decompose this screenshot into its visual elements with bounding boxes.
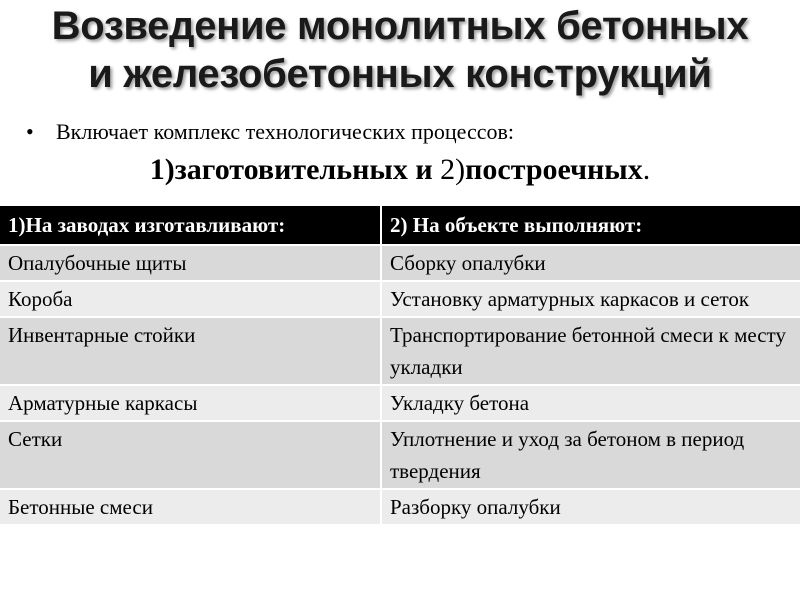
table-row — [0, 385, 800, 421]
cell-site: Установку арматурных каркасов и сеток — [381, 281, 800, 317]
process-type-2: построечных — [465, 153, 643, 186]
cell-factory: Опалубочные щиты — [0, 245, 381, 281]
table-row — [0, 489, 800, 525]
bullet-item — [26, 118, 514, 146]
cell-factory: Инвентарные стойки — [0, 317, 381, 385]
cell-factory: Арматурные каркасы — [0, 385, 381, 421]
process-types-period: . — [642, 153, 651, 186]
slide-title — [0, 2, 800, 96]
cell-factory: Короба — [0, 281, 381, 317]
cell-site: Уплотнение и уход за бетоном в период твердения — [381, 421, 800, 489]
process-types-line — [0, 152, 800, 188]
process-type-1: 1)заготовительных и — [149, 153, 441, 186]
cell-site: Транспортирование бетонной смеси к месту укладки — [381, 317, 800, 385]
process-table — [0, 206, 800, 526]
cell-factory: Сетки — [0, 421, 381, 489]
header-factory: 1)На заводах изготавливают: — [0, 206, 381, 245]
cell-site: Сборку опалубки — [381, 245, 800, 281]
table-row — [0, 317, 800, 385]
table-row — [0, 281, 800, 317]
table-row — [0, 421, 800, 489]
cell-site: Разборку опалубки — [381, 489, 800, 525]
bullet-text: Включает комплекс технологических процессов: — [56, 119, 514, 144]
cell-site: Укладку бетона — [381, 385, 800, 421]
table-row — [0, 245, 800, 281]
title-line-2: и железобетонных конструкций — [88, 52, 712, 96]
bullet-dot-icon: • — [26, 119, 34, 144]
process-type-2-number: 2) — [440, 153, 466, 186]
table-header-row — [0, 206, 800, 245]
cell-factory: Бетонные смеси — [0, 489, 381, 525]
title-line-1: Возведение монолитных бетонных — [51, 4, 749, 48]
header-site: 2) На объекте выполняют: — [381, 206, 800, 245]
